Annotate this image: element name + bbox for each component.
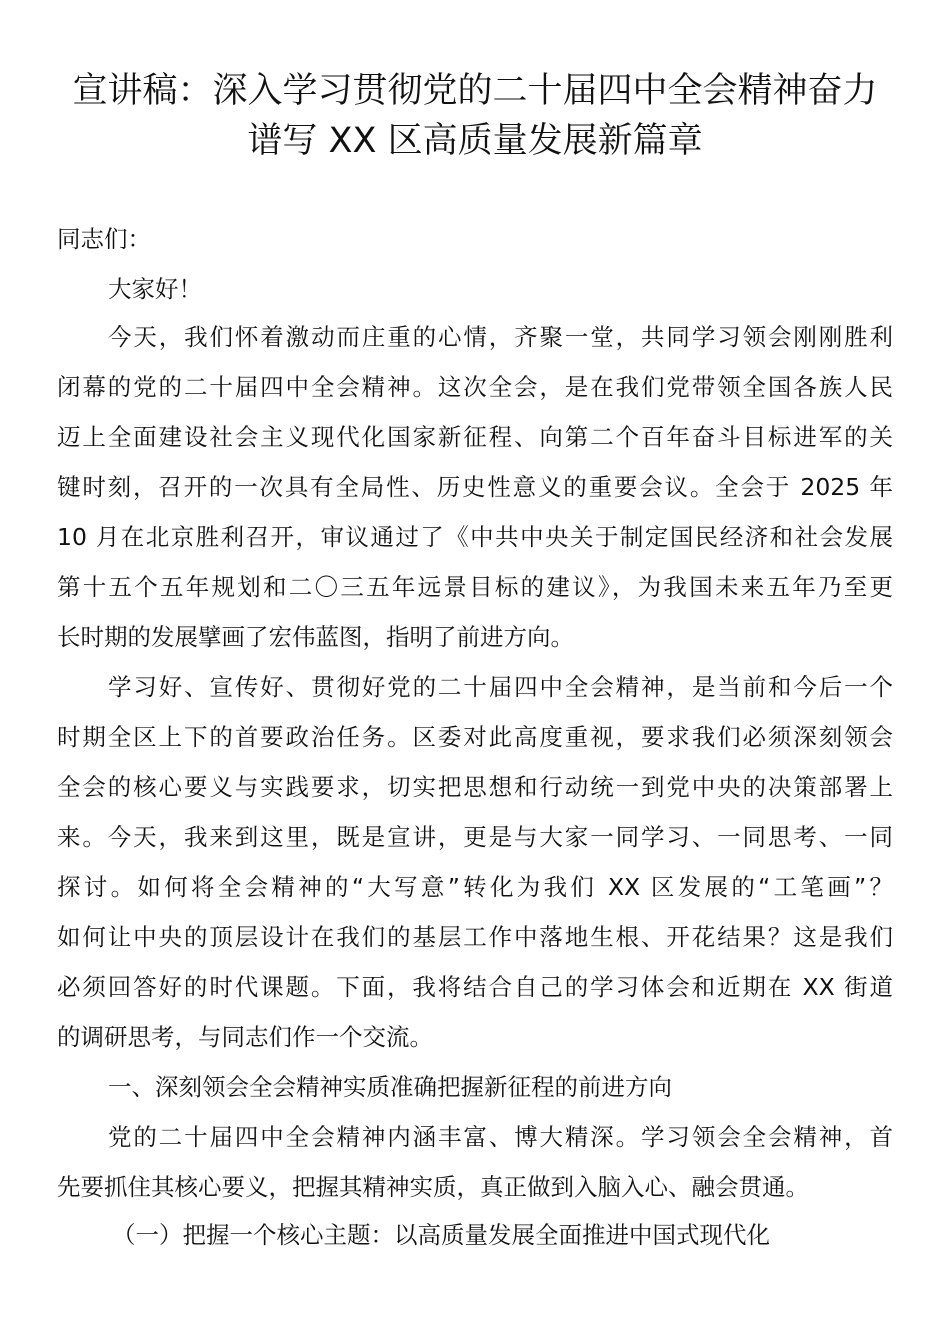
paragraph-1-line: 闭幕的党的二十届四中全会精神。这次全会，是在我们党带领全国各族人民	[57, 373, 893, 401]
paragraph-2-line: 学习好、宣传好、贯彻好党的二十届四中全会精神，是当前和今后一个	[108, 673, 893, 701]
salutation: 同志们：	[57, 225, 151, 253]
paragraph-3-line: 党的二十届四中全会精神内涵丰富、博大精深。学习领会全会精神，首	[108, 1123, 893, 1151]
paragraph-2-line: 探讨。如何将全会精神的“大写意”转化为我们 XX 区发展的“工笔画”？	[57, 873, 893, 901]
paragraph-2-line: 全会的核心要义与实践要求，切实把思想和行动统一到党中央的决策部署上	[57, 773, 893, 801]
paragraph-1-line: 长时期的发展擘画了宏伟蓝图，指明了前进方向。	[57, 623, 574, 651]
paragraph-1-line: 第十五个五年规划和二〇三五年远景目标的建议》，为我国未来五年乃至更	[57, 573, 893, 601]
title-line-2: 谱写 XX 区高质量发展新篇章	[247, 121, 703, 161]
paragraph-2-line: 时期全区上下的首要政治任务。区委对此高度重视，要求我们必须深刻领会	[57, 723, 893, 751]
paragraph-2-line: 来。今天，我来到这里，既是宣讲，更是与大家一同学习、一同思考、一同	[57, 823, 893, 851]
paragraph-1-line: 迈上全面建设社会主义现代化国家新征程、向第二个百年奋斗目标进军的关	[57, 423, 893, 451]
section-heading: 一、深刻领会全会精神实质准确把握新征程的前进方向	[108, 1073, 672, 1101]
paragraph-1-line: 10 月在北京胜利召开，审议通过了《中共中央关于制定国民经济和社会发展	[57, 523, 893, 551]
paragraph-2-line: 如何让中央的顶层设计在我们的基层工作中落地生根、开花结果？这是我们	[57, 923, 893, 951]
document-title	[40, 66, 910, 166]
title-line-1: 宣讲稿：深入学习贯彻党的二十届四中全会精神奋力	[72, 71, 878, 111]
subsection-heading: （一）把握一个核心主题：以高质量发展全面推进中国式现代化	[112, 1221, 770, 1249]
greeting: 大家好！	[108, 275, 202, 303]
paragraph-1-line: 键时刻，召开的一次具有全局性、历史性意义的重要会议。全会于 2025 年	[57, 473, 893, 501]
paragraph-2-line: 的调研思考，与同志们作一个交流。	[57, 1023, 433, 1051]
paragraph-2-line: 必须回答好的时代课题。下面，我将结合自己的学习体会和近期在 XX 街道	[57, 973, 893, 1001]
paragraph-3-line: 先要抓住其核心要义，把握其精神实质，真正做到入脑入心、融会贯通。	[57, 1173, 809, 1201]
paragraph-1-line: 今天，我们怀着激动而庄重的心情，齐聚一堂，共同学习领会刚刚胜利	[108, 323, 893, 351]
